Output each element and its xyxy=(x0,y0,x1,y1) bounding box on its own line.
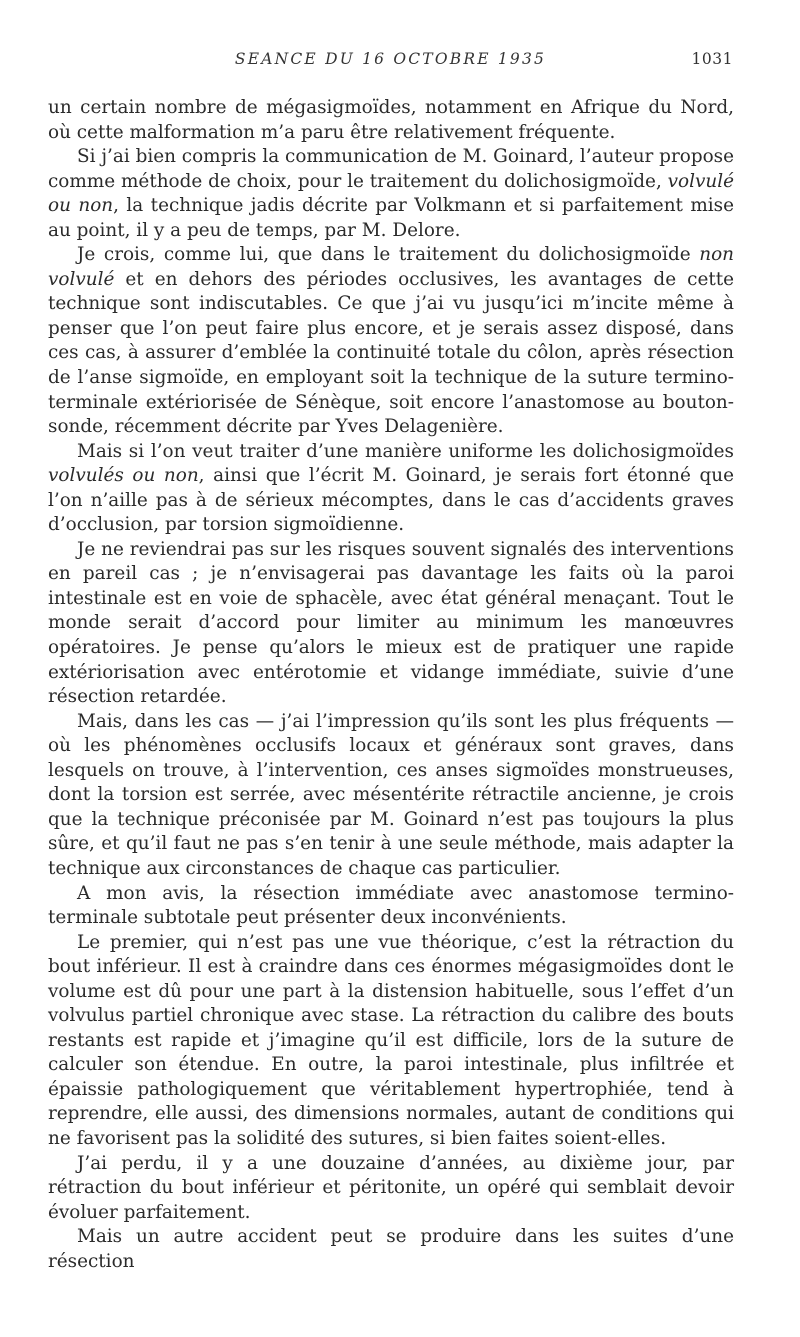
paragraph-8: Le premier, qui n’est pas une vue théorique, c’est la rétraction du bout inférieur. Il est à craindre dans ces énormes mégasigmoïdes dont le volume est dû pour une part à la distension habituelle, sous l’effet d’un volvulus partiel chronique avec stase. La rétraction du calibre des bouts restants est rapide et j’imagine qu’il est difficile, lors de la suture de calculer son étendue. En outre, la paroi intestinale, plus infiltrée et épaissie pathologiquement que véritablement hypertrophiée, tend à reprendre, elle aussi, des dimensions normales, autant de conditions qui ne favorisent pas la solidité des sutures, si bien faites soient-elles. xyxy=(48,931,734,1149)
italic-phrase: volvulé ou non xyxy=(48,170,734,217)
paragraph-5: Je ne reviendrai pas sur les risques souvent signalés des interventions en pareil cas ; je n’envisagerai pas davantage les faits où la paroi intestinale est en voie de sphacèle, avec état général menaçant. Tout le monde serait d’accord pour limiter au minimum les manœuvres opératoires. Je pense qu’alors le mieux est de pratiquer une rapide extériorisation avec entérotomie et vidange immédiate, suivie d’une résection retardée. xyxy=(48,538,734,708)
paragraph-3: Je crois, comme lui, que dans le traitement du dolichosigmoïde non volvulé et en dehors des périodes occlusives, les avantages de cette technique sont indiscutables. Ce que j’ai vu jusqu’ici m’incite même à penser que l’on peut faire plus encore, et je serais assez disposé, dans ces cas, à assurer d’emblée la continuité totale du côlon, après résection de l’anse sigmoïde, en employant soit la technique de la suture termino-terminale extériorisée de Sénèque, soit encore l’anastomose au bouton-sonde, récemment décrite par Yves Delagenière. xyxy=(48,244,734,438)
body-text xyxy=(48,96,734,1274)
paragraph-4: Mais si l’on veut traiter d’une manière uniforme les dolichosigmoïdes volvulés ou non, ainsi que l’écrit M. Goinard, je serais fort étonné que l’on n’aille pas à de sérieux mécomptes, dans le cas d’accidents graves d’occlusion, par torsion sigmoïdienne. xyxy=(48,440,735,536)
paragraph-2: Si j’ai bien compris la communication de M. Goinard, l’auteur propose comme méthode de choix, pour le traitement du dolichosigmoïde, volvulé ou non, la technique jadis décrite par Volkmann et si parfaitement mise au point, il y a peu de temps, par M. Delore. xyxy=(48,146,735,241)
page-header xyxy=(48,50,733,74)
running-title: SEANCE DU 16 OCTOBRE 1935 xyxy=(234,50,547,68)
paragraph-6: Mais, dans les cas — j’ai l’impression qu’ils sont les plus fréquents — où les phénomènes occlusifs locaux et généraux sont graves, dans lesquels on trouve, à l’intervention, ces anses sigmoïdes monstrueuses, dont la torsion est serrée, avec mésentérite rétractile ancienne, je crois que la technique préconisée par M. Goinard n’est pas toujours la plus sûre, et qu’il faut ne pas s’en tenir à une seule méthode, mais adapter la technique aux circonstances de chaque cas particulier. xyxy=(48,710,734,879)
italic-phrase: volvulés ou non xyxy=(48,465,199,487)
paragraph-9: J’ai perdu, il y a une douzaine d’années, au dixième jour, par rétraction du bout inférieur et péritonite, un opéré qui semblait devoir évoluer parfaitement. xyxy=(48,1152,734,1223)
italic-phrase: non volvulé xyxy=(48,244,734,290)
paragraph-10: Mais un autre accident peut se produire dans les suites d’une résection xyxy=(48,1226,734,1272)
paragraph-7: A mon avis, la résection immédiate avec anastomose termino-terminale subtotale peut présenter deux inconvénients. xyxy=(48,882,734,929)
paragraph-1: un certain nombre de mégasigmoïdes, notamment en Afrique du Nord, où cette malformation m’a paru être relativement fréquente. xyxy=(48,97,734,143)
page-number: 1031 xyxy=(691,50,733,68)
